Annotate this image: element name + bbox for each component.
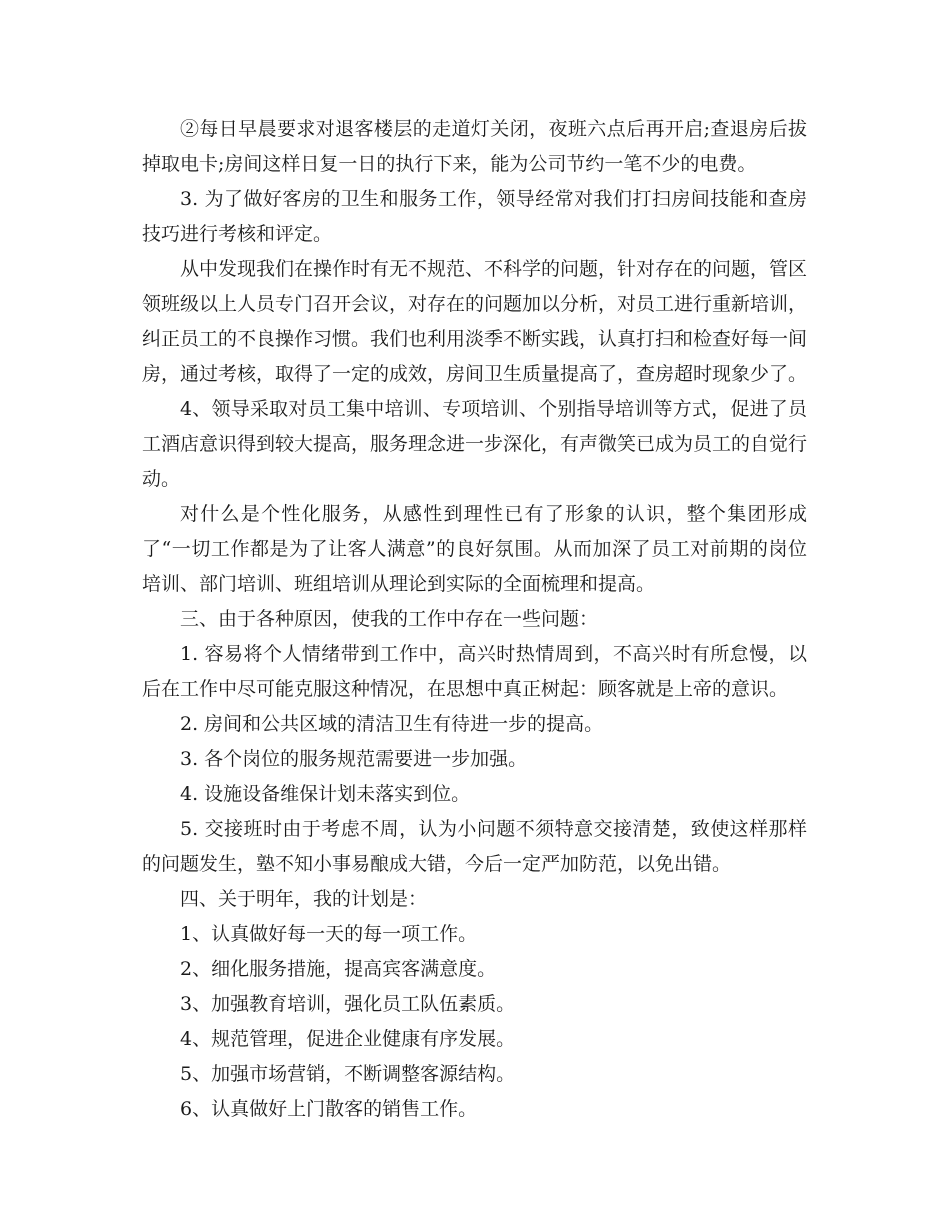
document-body — [142, 112, 807, 1127]
problem-item-2: 2. 房间和公共区域的清洁卫生有待进一步的提高。 — [180, 713, 604, 735]
plan-item-5: 5、加强市场营销，不断调整客源结构。 — [180, 1063, 516, 1085]
problem-item-3: 3. 各个岗位的服务规范需要进一步加强。 — [180, 748, 528, 770]
plan-item-1: 1、认真做好每一天的每一项工作。 — [180, 923, 478, 945]
problem-item-5: 5. 交接班时由于考虑不周，认为小问题不须特意交接清楚，致使这样那样的问题发生，塾不知小事易酿成大错，今后一定严加防范，以免出错。 — [142, 818, 807, 875]
section-heading-plans: 四、关于明年，我的计划是： — [180, 888, 428, 910]
paragraph-item-4-training: 4、领导采取对员工集中培训、专项培训、个别指导培训等方式，促进了员工酒店意识得到较大提高，服务理念进一步深化，有声微笑已成为员工的自觉行动。 — [142, 398, 808, 490]
plan-item-6: 6、认真做好上门散客的销售工作。 — [180, 1098, 478, 1120]
plan-item-3: 3、加强教育培训，强化员工队伍素质。 — [180, 993, 516, 1015]
paragraph-item-3-assessment: 3. 为了做好客房的卫生和服务工作，领导经常对我们打扫房间技能和查房技巧进行考核和评定。 — [142, 188, 807, 245]
plan-item-4: 4、规范管理，促进企业健康有序发展。 — [180, 1028, 516, 1050]
paragraph-personalized-service: 对什么是个性化服务，从感性到理性已有了形象的认识，整个集团形成了“一切工作都是为了让客人满意”的良好氛围。从而加深了员工对前期的岗位培训、部门培训、班组培训从理论到实际的全面梳理和提高。 — [142, 503, 807, 595]
paragraph-training-results: 从中发现我们在操作时有无不规范、不科学的问题，针对存在的问题，管区领班级以上人员专门召开会议，对存在的问题加以分析，对员工进行重新培训，纠正员工的不良操作习惯。我们也利用淡季不断实践，认真打扫和检查好每一间房，通过考核，取得了一定的成效，房间卫生质量提高了，查房超时现象少了。 — [142, 258, 808, 385]
problem-item-4: 4. 设施设备维保计划未落实到位。 — [180, 783, 471, 805]
section-heading-problems: 三、由于各种原因，使我的工作中存在一些问题： — [180, 608, 599, 630]
problem-item-1: 1. 容易将个人情绪带到工作中，高兴时热情周到，不高兴时有所怠慢，以后在工作中尽可能克服这种情况，在思想中真正树起：顾客就是上帝的意识。 — [142, 643, 807, 700]
plan-item-2: 2、细化服务措施，提高宾客满意度。 — [180, 958, 497, 980]
paragraph-energy-saving: ②每日早晨要求对退客楼层的走道灯关闭，夜班六点后再开启;查退房后拔掉取电卡;房间这样日复一日的执行下来，能为公司节约一笔不少的电费。 — [142, 118, 807, 175]
